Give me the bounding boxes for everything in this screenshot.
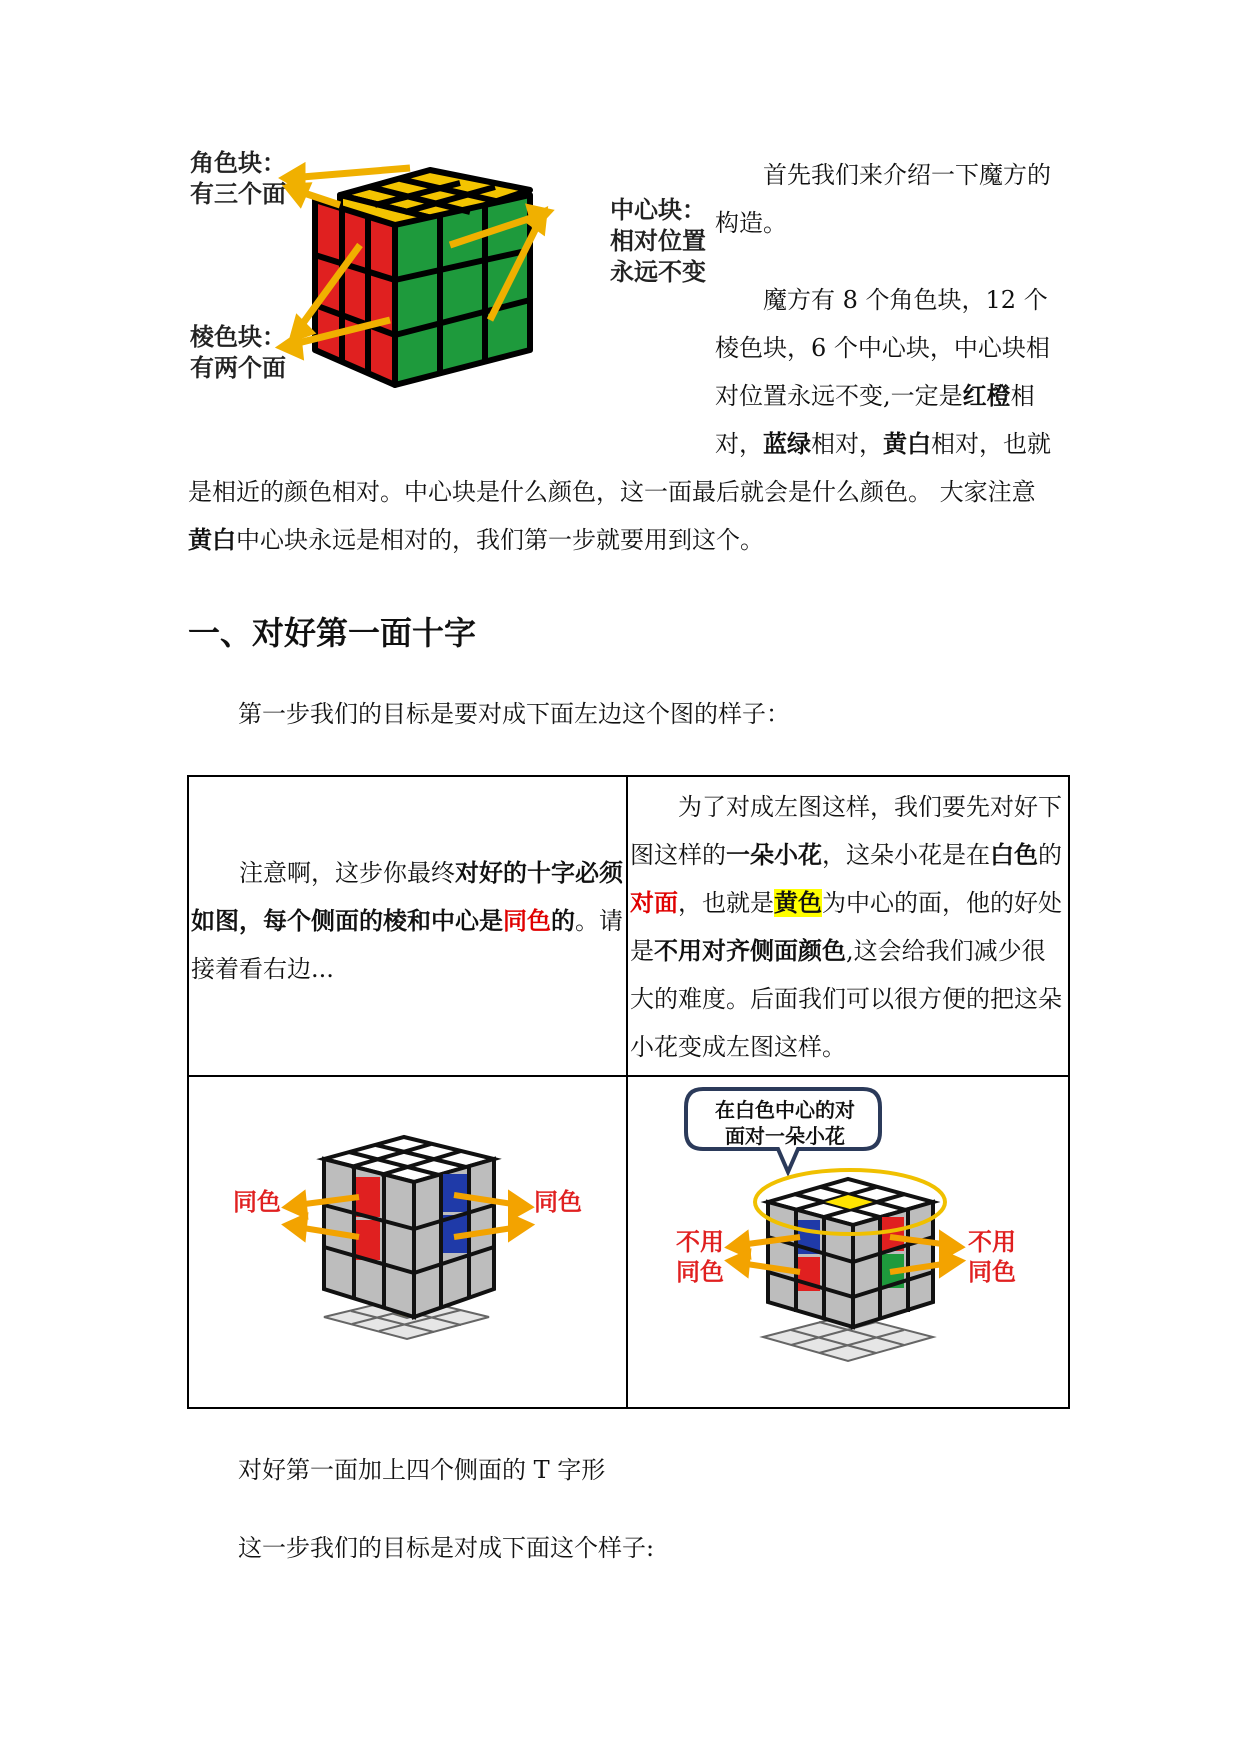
corner-piece-label: 角色块： 有三个面 bbox=[190, 149, 286, 208]
t-shape-heading: 对好第一面加上四个侧面的 T 字形 bbox=[238, 1456, 606, 1484]
table-cell-right-text: 为了对成左图这样，我们要先对好下图这样的一朵小花，这朵小花是在白色的对面，也就是黄色为中心的面，他的好处是不用对齐侧面颜色,这会给我们减少很大的难度。后面我们可以很方便的把这朵小花变成左图这样。 bbox=[627, 776, 1069, 1076]
section-lead: 第一步我们的目标是要对成下面左边这个图的样子： bbox=[238, 700, 790, 728]
explanation-table bbox=[187, 775, 1070, 1409]
not-same-color-label-right: 不用 同色 bbox=[968, 1228, 1016, 1286]
cube-cross-illustration bbox=[189, 1077, 626, 1407]
table-cell-right-figure bbox=[627, 1076, 1069, 1408]
callout-text: 在白色中心的对 面对一朵小花 bbox=[715, 1098, 855, 1148]
table-cell-left-figure bbox=[188, 1076, 627, 1408]
section-heading: 一、对好第一面十字 bbox=[188, 614, 477, 652]
same-color-label-left: 同色 bbox=[233, 1188, 281, 1216]
table-cell-left-text: 注意啊，这步你最终对好的十字必须如图，每个侧面的棱和中心是同色的。请接着看右边... bbox=[188, 776, 627, 1076]
edge-piece-label: 棱色块： 有两个面 bbox=[190, 323, 286, 382]
same-color-label-right: 同色 bbox=[534, 1188, 582, 1216]
center-piece-label: 中心块： 相对位置 永远不变 bbox=[610, 196, 706, 286]
not-same-color-label-left: 不用 同色 bbox=[676, 1228, 724, 1286]
t-shape-lead: 这一步我们的目标是对成下面这个样子: bbox=[238, 1534, 655, 1562]
intro-paragraph-2: 魔方有 8 个角色块，12 个棱色块，6 个中心块，中心块相对位置永远不变,一定是红橙相对，蓝绿相对，黄白相对，也就是相近的颜色相对。中心块是什么颜色，这一面最后就会是什么颜色。 大家注意黄白中心块永远是相对的，我们第一步就要用到这个。 bbox=[188, 286, 1051, 554]
intro-paragraph-1: 首先我们来介绍一下魔方的构造。 bbox=[715, 161, 1051, 237]
